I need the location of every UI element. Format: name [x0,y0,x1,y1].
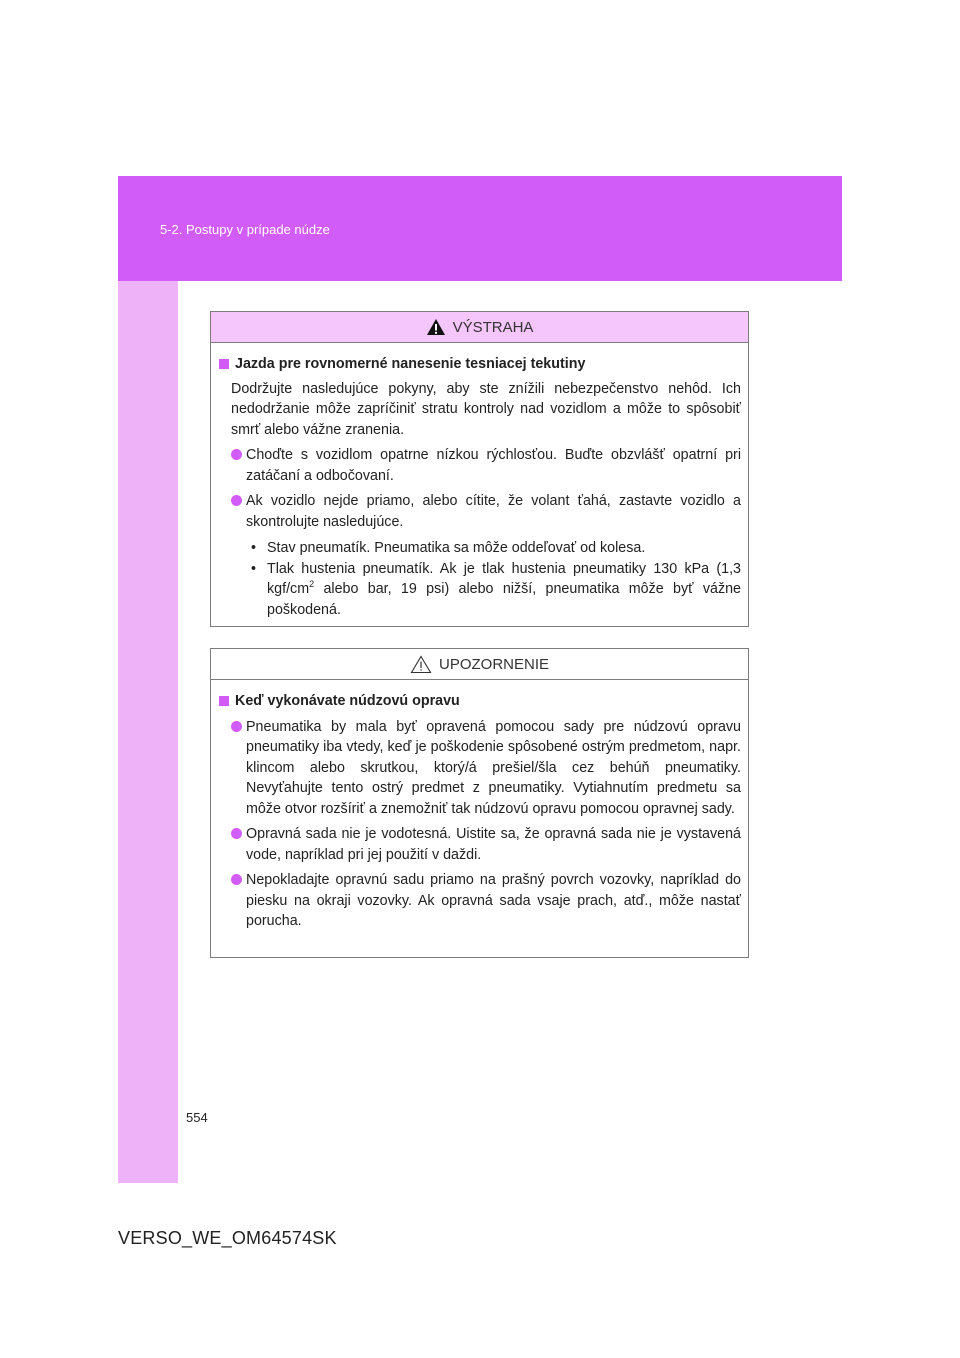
warning-bullet-text: Ak vozidlo nejde priamo, alebo cítite, že volant ťahá, zastavte vozidlo a skontrolujte nasledujúce. [246,493,741,530]
warning-intro: Dodržujte nasledujúce pokyny, aby ste znížili nebezpečenstvo nehôd. Ich nedodržanie môže zapríčiniť stratu kontroly nad vozidlom a môže to spôsobiť smrť alebo vážne zranenia. [231,380,741,438]
warning-triangle-filled-icon [426,318,446,336]
warning-header [211,312,748,343]
sub-bullet-mark: • [251,540,257,556]
sub-text-part: Tlak hustenia pneumatík. Ak je tlak hustenia pneumatiky 130 kPa (1,3 kgf/cm [267,560,741,597]
page-number: 554 [186,1110,208,1125]
warning-sub-text: Stav pneumatík. Pneumatika sa môže oddeľovať od kolesa. [267,540,646,556]
sub-text-part: alebo bar, 19 psi) alebo nižší, pneumatika môže byť vážne poškodená. [267,581,741,618]
sub-bullet-mark: • [251,560,257,577]
caution-bullet-text: Pneumatika by mala byť opravená pomocou sady pre núdzovú opravu pneumatiky iba vtedy, keď je poškodenie spôsobené ostrým predmetom, napr. klincom alebo skrutkou, ktorý/á prešiel/šla cez behúň pneumatiky. Nevyťahujte tento ostrý predmet z pneumatiky. Vytiahnutím predmetu sa môže otvor rozšíriť a znemožniť tak núdzovú opravu pomocou opravnej sady. [246,718,741,817]
caution-bullet [219,717,741,820]
warning-bullet-text: Choďte s vozidlom opatrne nízkou rýchlosťou. Buďte obzvlášť opatrní pri zatáčaní a odbočovaní. [246,447,741,484]
round-bullet-icon [231,874,242,885]
square-bullet-icon [219,696,229,706]
round-bullet-icon [231,495,242,506]
round-bullet-icon [231,449,242,460]
caution-bullet-text: Nepokladajte opravnú sadu priamo na prašný povrch vozovky, napríklad do piesku na okraji vozovky. Ak opravná sada vsaje prach, atď., môže nastať porucha. [246,872,741,929]
warning-title: VÝSTRAHA [452,318,534,336]
warning-sub-item [219,559,741,621]
square-bullet-icon [219,359,229,369]
warning-bullet [219,491,741,532]
caution-heading-text: Keď vykonávate núdzovú opravu [235,693,460,709]
caution-header [211,649,748,680]
caution-triangle-outline-icon [410,655,432,674]
warning-heading [219,354,741,375]
footer-code: VERSO_WE_OM64574SK [118,1228,337,1248]
side-band [118,281,178,1183]
caution-heading [219,691,741,712]
warning-box [210,311,749,627]
round-bullet-icon [231,721,242,732]
caution-bullet [219,824,741,865]
section-title: 5-2. Postupy v prípade núdze [160,222,330,237]
caution-box [210,648,749,958]
caution-title: UPOZORNENIE [438,655,549,673]
warning-bullet [219,445,741,486]
caution-bullet-text: Opravná sada nie je vodotesná. Uistite sa, že opravná sada nie je vystavená vode, napríklad pri jej použití v daždi. [246,826,741,863]
round-bullet-icon [231,828,242,839]
superscript: 2 [309,579,315,590]
warning-sub-text [267,559,741,621]
warning-sub-item [219,538,741,559]
caution-bullet [219,870,741,932]
warning-heading-text: Jazda pre rovnomerné nanesenie tesniacej tekutiny [235,356,586,372]
